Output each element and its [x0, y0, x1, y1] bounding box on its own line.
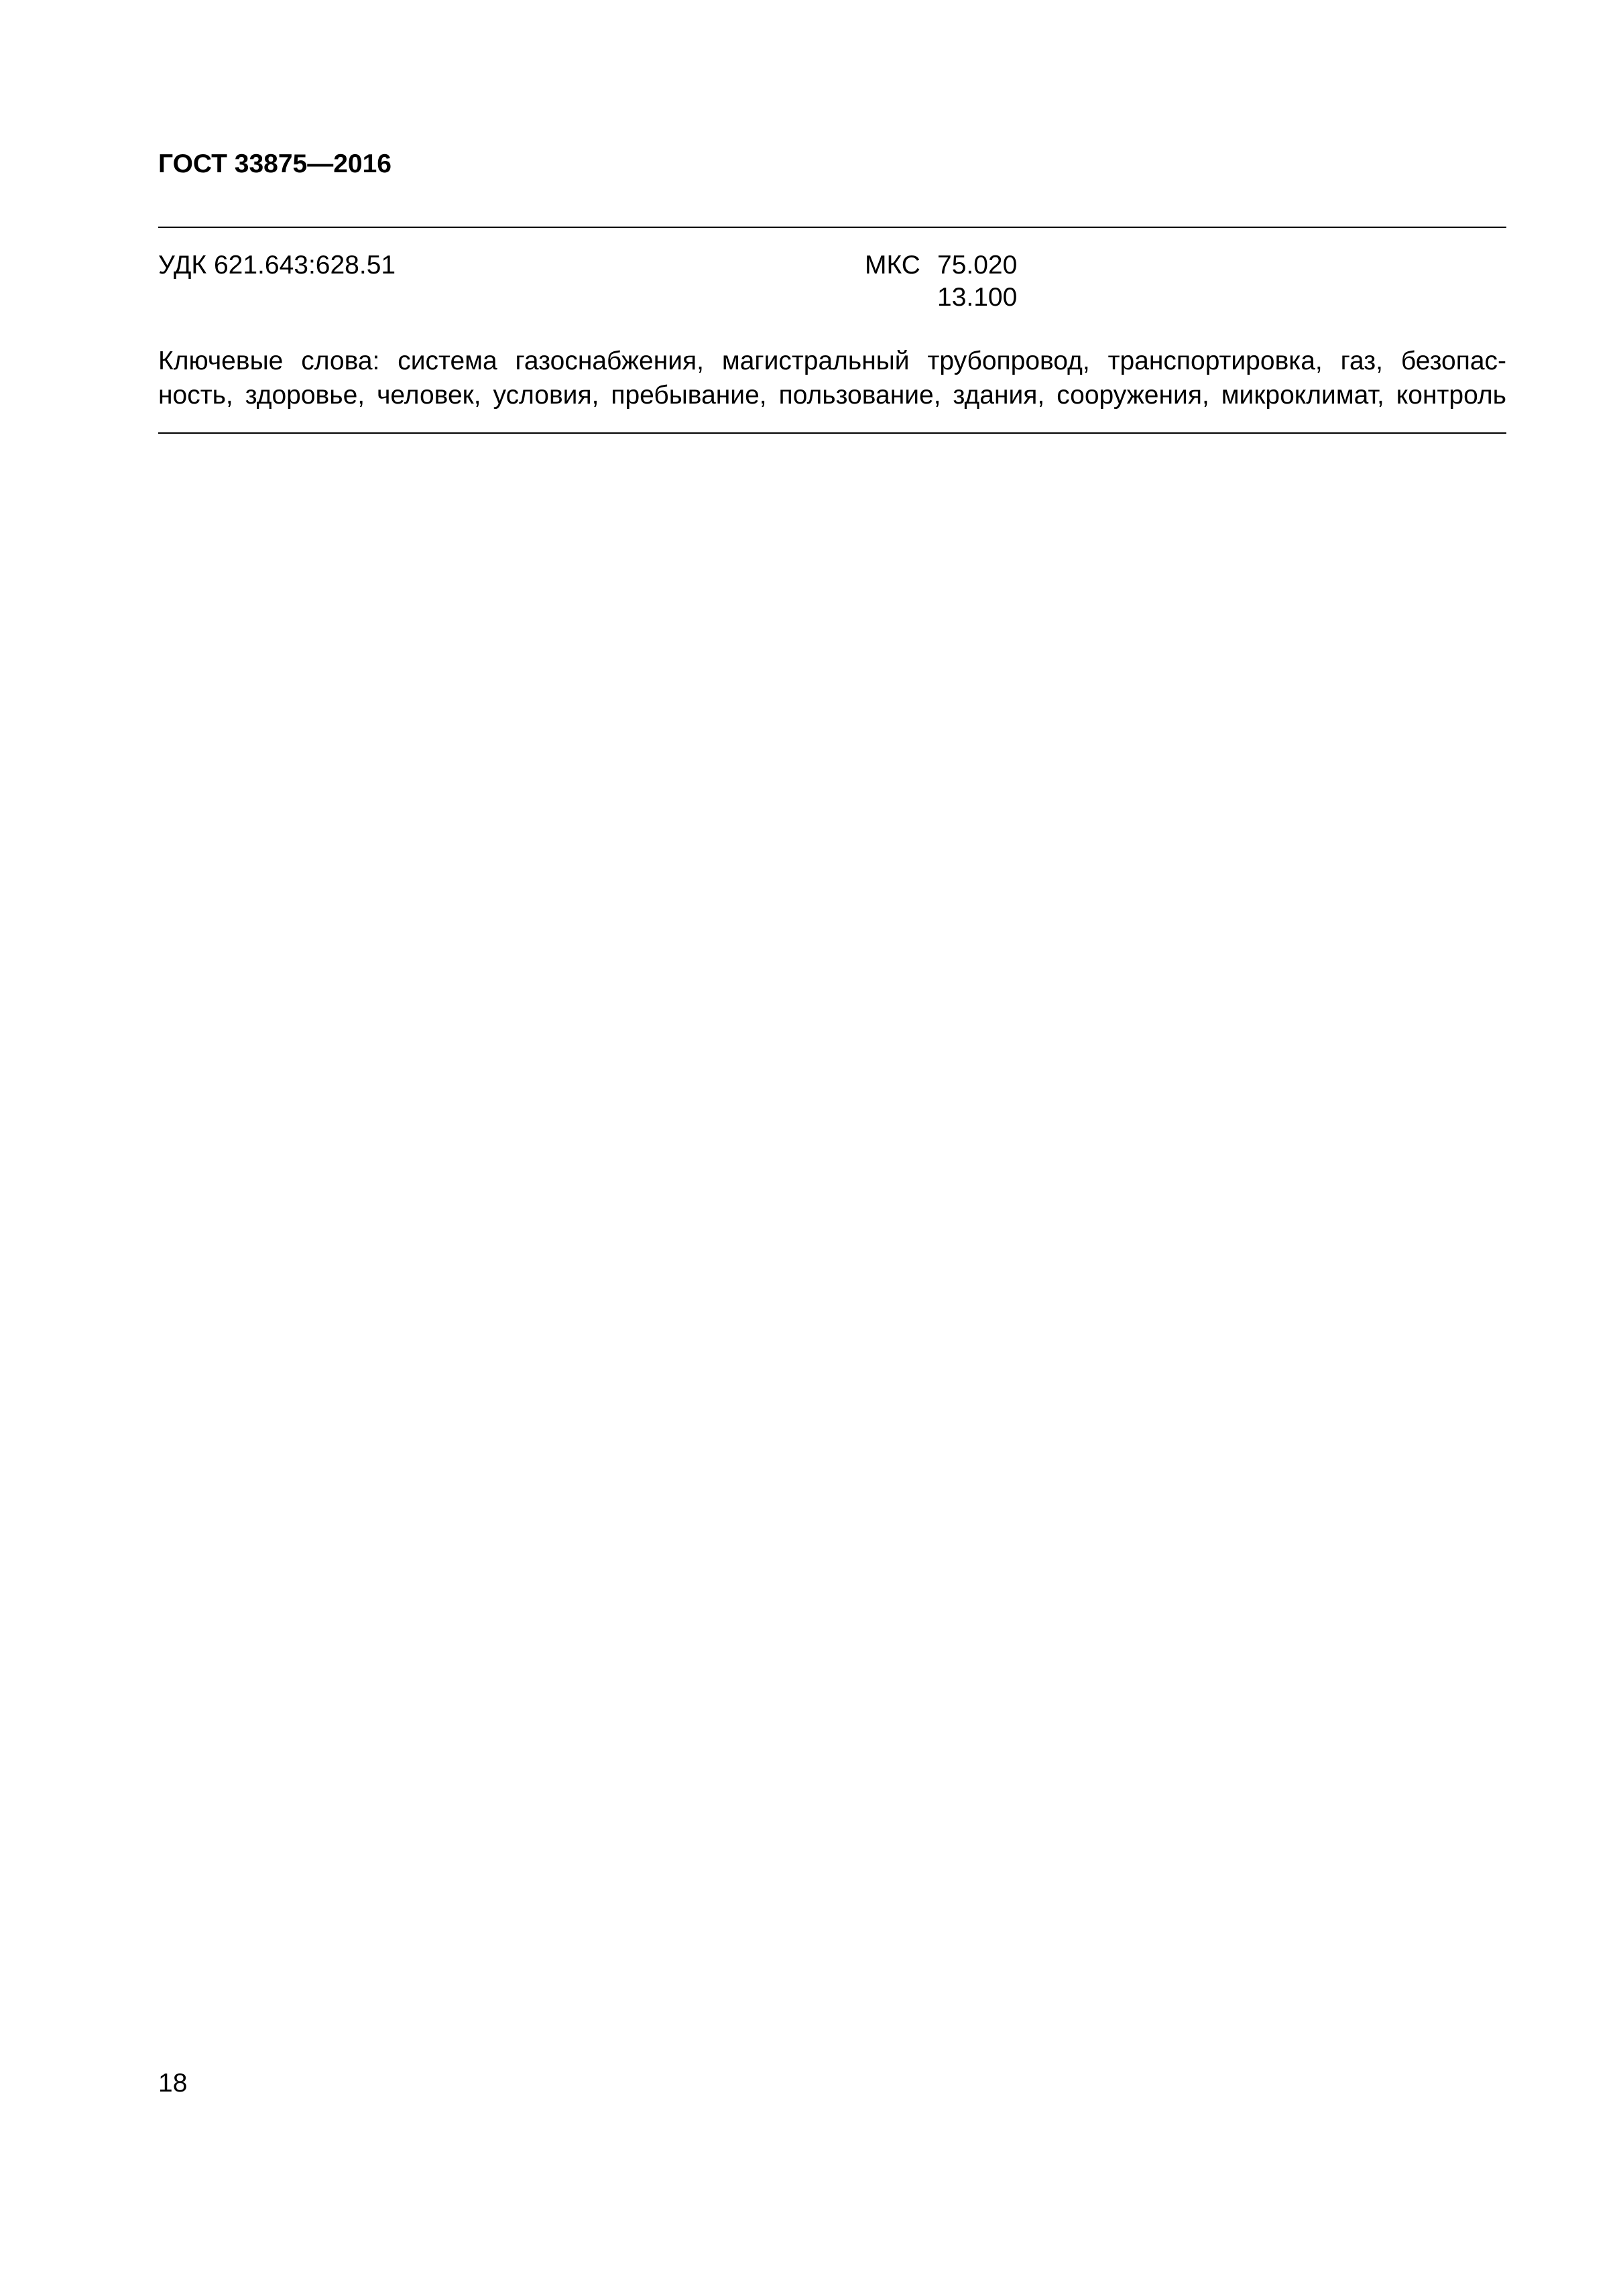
page-number: 18: [158, 2069, 188, 2098]
mks-block: [865, 249, 1017, 314]
mks-label: МКС: [865, 251, 920, 280]
keywords-paragraph: [158, 344, 1506, 412]
mks-code-list: [937, 249, 1017, 314]
mks-code: 75.020: [937, 251, 1018, 280]
mks-code: 13.100: [937, 283, 1018, 312]
standard-id-header: ГОСТ 33875—2016: [158, 149, 392, 178]
bottom-divider: [158, 432, 1506, 434]
udk-code: УДК 621.643:628.51: [158, 251, 396, 280]
top-divider: [158, 227, 1506, 228]
keywords-line: Ключевые слова: система газоснабжения, магистральный трубопровод, транспортировка, газ, безопас-: [158, 347, 1506, 375]
keywords-line: ность, здоровье, человек, условия, пребывание, пользование, здания, сооружения, микроклимат, контроль: [158, 381, 1506, 410]
